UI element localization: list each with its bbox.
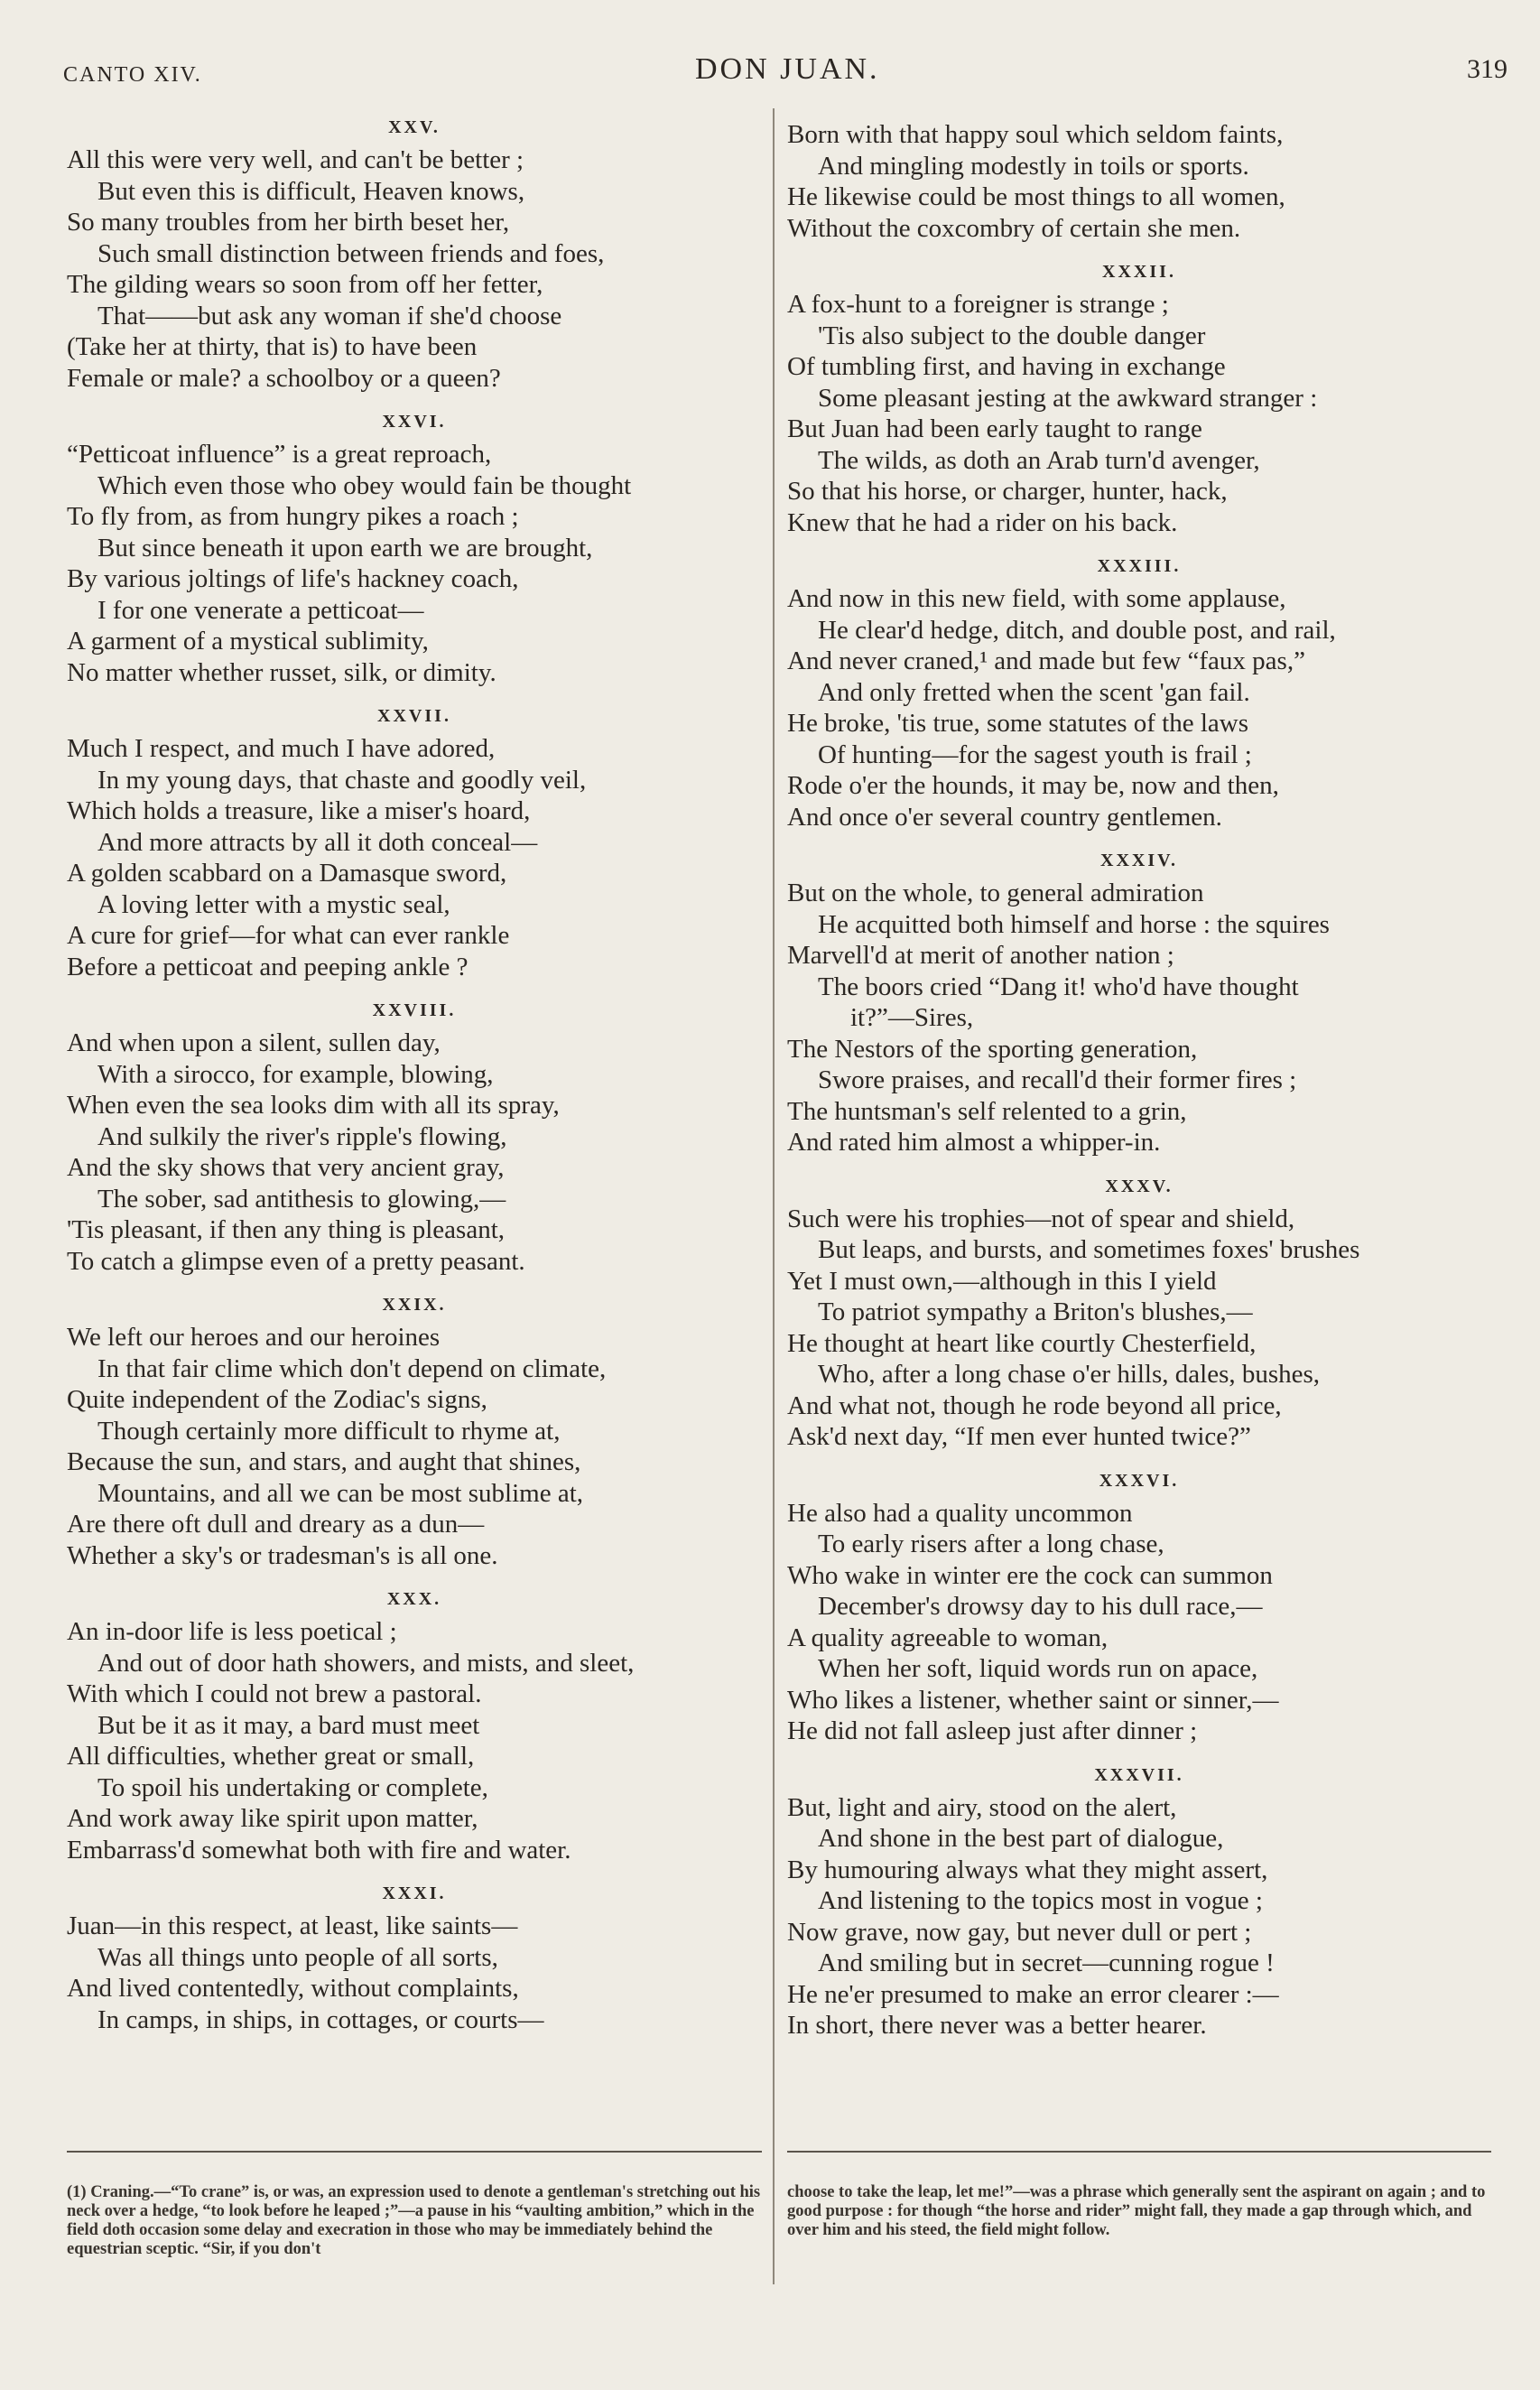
verse-line: Whether a sky's or tradesman's is all one.	[67, 1540, 498, 1570]
verse-line: The gilding wears so soon from off her fetter,	[67, 270, 543, 299]
verse-line: But even this is difficult, Heaven knows,	[97, 176, 525, 206]
footnote-left: (1) Craning.—“To crane” is, or was, an expression used to denote a gentleman's stretching out his neck over a hedge, “to look before he leaped ;”—a pause in his “vaulting ambition,” which in the field doth occasion some delay and execration in those who may be immediately behind the equestrian sceptic. “Sir, if you don't	[67, 2183, 761, 2258]
verse-line: He clear'd hedge, ditch, and double post, and rail,	[818, 615, 1336, 645]
stanza-number: XXIX.	[382, 1295, 447, 1315]
verse-line: Mountains, and all we can be most sublime at,	[97, 1478, 584, 1508]
verse-line: An in-door life is less poetical ;	[67, 1617, 397, 1646]
footnote-rule-left	[67, 2151, 762, 2153]
verse-line: He thought at heart like courtly Chesterfield,	[787, 1328, 1257, 1358]
verse-line: By various joltings of life's hackney coach,	[67, 564, 519, 593]
verse-line: But, light and airy, stood on the alert,	[787, 1792, 1177, 1822]
verse-line: So many troubles from her birth beset her,	[67, 208, 510, 237]
stanza-number: XXVIII.	[372, 1000, 457, 1020]
verse-line: To spoil his undertaking or complete,	[97, 1772, 488, 1802]
verse-line: And out of door hath showers, and mists, and sleet,	[97, 1648, 635, 1678]
stanza-number: XXXII.	[1102, 262, 1176, 282]
verse-line: The sober, sad antithesis to glowing,—	[97, 1184, 506, 1214]
verse-line: And rated him almost a whipper-in.	[787, 1128, 1161, 1157]
column-divider	[773, 108, 775, 2284]
stanza	[787, 1467, 1491, 1747]
verse-line: In camps, in ships, in cottages, or courts—	[97, 2004, 544, 2034]
stanza-number: XXVI.	[382, 412, 447, 432]
stanza	[67, 997, 762, 1277]
verse-line: By humouring always what they might assert,	[787, 1855, 1268, 1884]
stanza	[787, 258, 1491, 538]
verse-line: Which even those who obey would fain be thought	[97, 470, 632, 500]
verse-line: Such small distinction between friends and foes,	[97, 238, 605, 268]
verse-line: But on the whole, to general admiration	[787, 879, 1204, 907]
stanza	[67, 408, 762, 688]
verse-line: 'Tis also subject to the double danger	[818, 321, 1206, 350]
verse-line: We left our heroes and our heroines	[67, 1323, 441, 1352]
verse-line: Rode o'er the hounds, it may be, now and then,	[787, 771, 1279, 800]
verse-line: In my young days, that chaste and goodly veil,	[97, 765, 587, 795]
verse-line: Who likes a listener, whether saint or sinner,—	[787, 1685, 1279, 1715]
verse-line: A loving letter with a mystic seal,	[97, 889, 450, 919]
verse-line: When her soft, liquid words run on apace,	[818, 1654, 1258, 1683]
stanza	[787, 119, 1491, 244]
stanza-number: XXXVII.	[1094, 1764, 1184, 1785]
verse-line: Embarrass'd somewhat both with fire and water.	[67, 1835, 571, 1865]
stanza	[67, 1880, 762, 2035]
verse-line: The Nestors of the sporting generation,	[787, 1034, 1198, 1064]
verse-line: To early risers after a long chase,	[818, 1530, 1164, 1558]
verse-line: A fox-hunt to a foreigner is strange ;	[787, 290, 1169, 319]
verse-line: And what not, though he rode beyond all price,	[787, 1390, 1282, 1420]
verse-line: To catch a glimpse even of a pretty peasant.	[67, 1246, 525, 1276]
left-column	[67, 114, 762, 2035]
verse-line: He likewise could be most things to all women,	[787, 182, 1285, 211]
verse-line: He also had a quality uncommon	[787, 1498, 1133, 1528]
verse-line: To patriot sympathy a Briton's blushes,—	[818, 1297, 1253, 1326]
verse-line: Female or male? a schoolboy or a queen?	[67, 363, 501, 393]
verse-line: December's drowsy day to his dull race,—	[818, 1592, 1263, 1621]
verse-line: The wilds, as doth an Arab turn'd avenger,	[818, 445, 1260, 475]
verse-line: And listening to the topics most in vogue ;	[818, 1886, 1263, 1915]
verse-line: That——but ask any woman if she'd choose	[97, 301, 562, 330]
verse-line: The huntsman's self relented to a grin,	[787, 1096, 1187, 1126]
verse-line: A garment of a mystical sublimity,	[67, 627, 429, 656]
verse-line: Before a petticoat and peeping ankle ?	[67, 952, 468, 981]
verse-line: A quality agreeable to woman,	[787, 1623, 1109, 1652]
verse-line: Such were his trophies—not of spear and shield,	[787, 1204, 1295, 1233]
verse-line: And only fretted when the scent 'gan fail.	[818, 677, 1250, 707]
verse-line: Of hunting—for the sagest youth is frail ;	[818, 739, 1252, 769]
verse-line: And now in this new field, with some applause,	[787, 584, 1286, 613]
verse-line: Juan—in this respect, at least, like saints—	[67, 1911, 518, 1940]
verse-line: A golden scabbard on a Damasque sword,	[67, 859, 507, 888]
verse-line: When even the sea looks dim with all its spray,	[67, 1091, 560, 1120]
verse-line: Knew that he had a rider on his back.	[787, 507, 1178, 537]
verse-line: Who wake in winter ere the cock can summon	[787, 1560, 1273, 1590]
verse-line: And shone in the best part of dialogue,	[818, 1824, 1224, 1853]
verse-line: In that fair clime which don't depend on climate,	[97, 1353, 607, 1383]
stanza-number: XXXV.	[1105, 1176, 1174, 1196]
stanza-number: XXV.	[388, 117, 441, 137]
verse-line: And smiling but in secret—cunning rogue !	[818, 1948, 1275, 1977]
stanza	[787, 847, 1491, 1158]
verse-line: But leaps, and bursts, and sometimes foxes' brushes	[818, 1235, 1360, 1264]
verse-line: A cure for grief—for what can ever rankle	[67, 921, 510, 950]
verse-line: (Take her at thirty, that is) to have been	[67, 332, 478, 361]
verse-line: Born with that happy soul which seldom faints,	[787, 120, 1284, 149]
verse-line: And more attracts by all it doth conceal—	[97, 827, 538, 857]
verse-line: But Juan had been early taught to range	[787, 414, 1202, 443]
verse-line: Now grave, now gay, but never dull or pert ;	[787, 1917, 1252, 1947]
stanza	[787, 1762, 1491, 2041]
stanza-number: XXVII.	[377, 706, 451, 726]
verse-line: And work away like spirit upon matter,	[67, 1804, 478, 1833]
verse-line: Which holds a treasure, like a miser's hoard,	[67, 796, 531, 825]
verse-line: it?”—Sires,	[850, 1003, 974, 1032]
stanza	[67, 1586, 762, 1865]
canto-label: CANTO XIV.	[63, 63, 202, 87]
verse-line: And once o'er several country gentlemen.	[787, 802, 1222, 832]
page-number: 319	[1467, 54, 1508, 84]
verse-line: Of tumbling first, and having in exchange	[787, 352, 1226, 381]
verse-line: All this were very well, and can't be better ;	[67, 145, 524, 174]
verse-line: The boors cried “Dang it! who'd have thought	[818, 972, 1299, 1001]
footnote-right: choose to take the leap, let me!”—was a phrase which generally sent the aspirant on again ; and to good purpose : for though “the horse and rider” might fall, they made a gap through which, and over him and his steed, the field might follow.	[787, 2183, 1486, 2239]
stanza	[67, 702, 762, 982]
right-column	[787, 119, 1491, 2041]
verse-line: And the sky shows that very ancient gray,	[67, 1153, 505, 1182]
verse-line: Are there oft dull and dreary as a dun—	[67, 1510, 485, 1539]
verse-line: And sulkily the river's ripple's flowing,	[97, 1121, 507, 1151]
verse-line: He ne'er presumed to make an error clearer :—	[787, 1979, 1279, 2009]
verse-line: “Petticoat influence” is a great reproach,	[67, 440, 492, 469]
verse-line: But be it as it may, a bard must meet	[97, 1710, 480, 1740]
verse-line: Quite independent of the Zodiac's signs,	[67, 1385, 487, 1414]
verse-line: Some pleasant jesting at the awkward stranger :	[818, 383, 1318, 413]
verse-line: No matter whether russet, silk, or dimity.	[67, 657, 496, 687]
footnote-rule-right	[787, 2151, 1491, 2153]
verse-line: To fly from, as from hungry pikes a roach ;	[67, 502, 519, 531]
verse-line: So that his horse, or charger, hunter, hack,	[787, 477, 1228, 506]
verse-line: In short, there never was a better hearer.	[787, 2011, 1207, 2040]
verse-line: And lived contentedly, without complaints,	[67, 1974, 519, 2003]
stanza	[787, 553, 1491, 832]
verse-line: And mingling modestly in toils or sports.	[818, 151, 1249, 181]
verse-line: Swore praises, and recall'd their former fires ;	[818, 1065, 1297, 1094]
verse-line: All difficulties, whether great or small,	[67, 1742, 475, 1771]
stanza-number: XXXI.	[382, 1883, 447, 1903]
verse-line: Ask'd next day, “If men ever hunted twice?”	[787, 1422, 1251, 1451]
page-title: DON JUAN.	[695, 52, 880, 86]
stanza-number: XXXIII.	[1097, 556, 1182, 576]
verse-line: But since beneath it upon earth we are brought,	[97, 533, 593, 563]
verse-line: Was all things unto people of all sorts,	[97, 1942, 498, 1972]
verse-line: Yet I must own,—although in this I yield	[787, 1266, 1217, 1296]
verse-line: With which I could not brew a pastoral.	[67, 1679, 482, 1708]
stanza	[67, 114, 762, 394]
verse-line: 'Tis pleasant, if then any thing is pleasant,	[67, 1215, 506, 1244]
verse-line: With a sirocco, for example, blowing,	[97, 1059, 494, 1089]
verse-line: He acquitted both himself and horse : the squires	[818, 909, 1330, 939]
verse-line: I for one venerate a petticoat—	[97, 595, 424, 625]
verse-line: He broke, 'tis true, some statutes of the laws	[787, 709, 1248, 738]
verse-line: Marvell'd at merit of another nation ;	[787, 941, 1174, 970]
stanza-number: XXX.	[386, 1589, 442, 1609]
verse-line: Who, after a long chase o'er hills, dales, bushes,	[818, 1360, 1321, 1389]
verse-line: He did not fall asleep just after dinner ;	[787, 1716, 1198, 1745]
page-header	[63, 52, 1508, 98]
verse-line: Because the sun, and stars, and aught that shines,	[67, 1447, 581, 1476]
stanza-number: XXXIV.	[1100, 851, 1178, 870]
stanza	[787, 1173, 1491, 1453]
stanza-number: XXXVI.	[1099, 1470, 1180, 1491]
verse-line: Though certainly more difficult to rhyme at,	[97, 1416, 561, 1446]
verse-line: Much I respect, and much I have adored,	[67, 734, 496, 763]
verse-line: And when upon a silent, sullen day,	[67, 1028, 441, 1057]
verse-line: Without the coxcombry of certain she men.	[787, 213, 1241, 243]
stanza	[67, 1291, 762, 1571]
verse-line: And never craned,¹ and made but few “faux pas,”	[787, 646, 1305, 675]
